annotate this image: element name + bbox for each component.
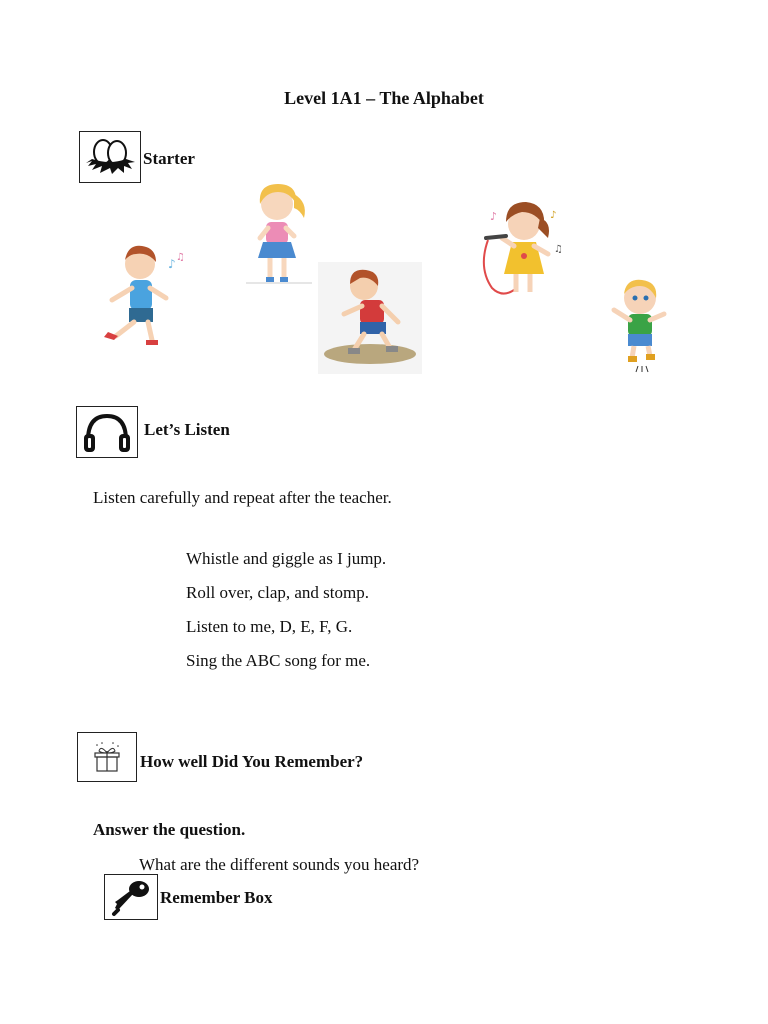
poem-line: Sing the ABC song for me. (186, 651, 371, 670)
remember-box-heading: Remember Box (160, 888, 273, 907)
svg-text:♪: ♪ (490, 210, 498, 223)
remember-box-icon-box (104, 874, 158, 920)
clapping-girl-illustration (246, 180, 312, 286)
jumping-boy-illustration (604, 274, 676, 374)
question-text: What are the different sounds you heard? (139, 855, 420, 874)
svg-text:♫: ♫ (176, 252, 185, 263)
headphones-icon (80, 410, 134, 454)
whistling-boy-illustration (96, 240, 188, 360)
listen-icon-box (76, 406, 138, 458)
remember-icon-box (77, 732, 137, 782)
answer-instruction: Answer the question. (93, 820, 246, 839)
poem-line: Listen to me, D, E, F, G. (186, 617, 353, 636)
listen-instruction: Listen carefully and repeat after the teacher. (93, 488, 392, 507)
starter-heading: Starter (143, 149, 195, 168)
starter-icon-box (79, 131, 141, 183)
poem-line: Whistle and giggle as I jump. (186, 549, 387, 568)
svg-text:♫: ♫ (554, 244, 563, 255)
poem-line: Roll over, clap, and stomp. (186, 583, 369, 602)
stomping-boy-illustration (318, 262, 422, 374)
eggs-in-nest-icon (82, 135, 138, 179)
key-icon (109, 877, 153, 917)
listen-heading: Let’s Listen (144, 420, 230, 439)
svg-text:♪: ♪ (550, 210, 557, 221)
gift-icon (87, 739, 127, 775)
svg-text:♪: ♪ (168, 257, 176, 271)
remember-heading: How well Did You Remember? (140, 752, 364, 771)
page-title: Level 1A1 – The Alphabet (284, 88, 484, 108)
singing-girl-illustration (472, 198, 568, 302)
